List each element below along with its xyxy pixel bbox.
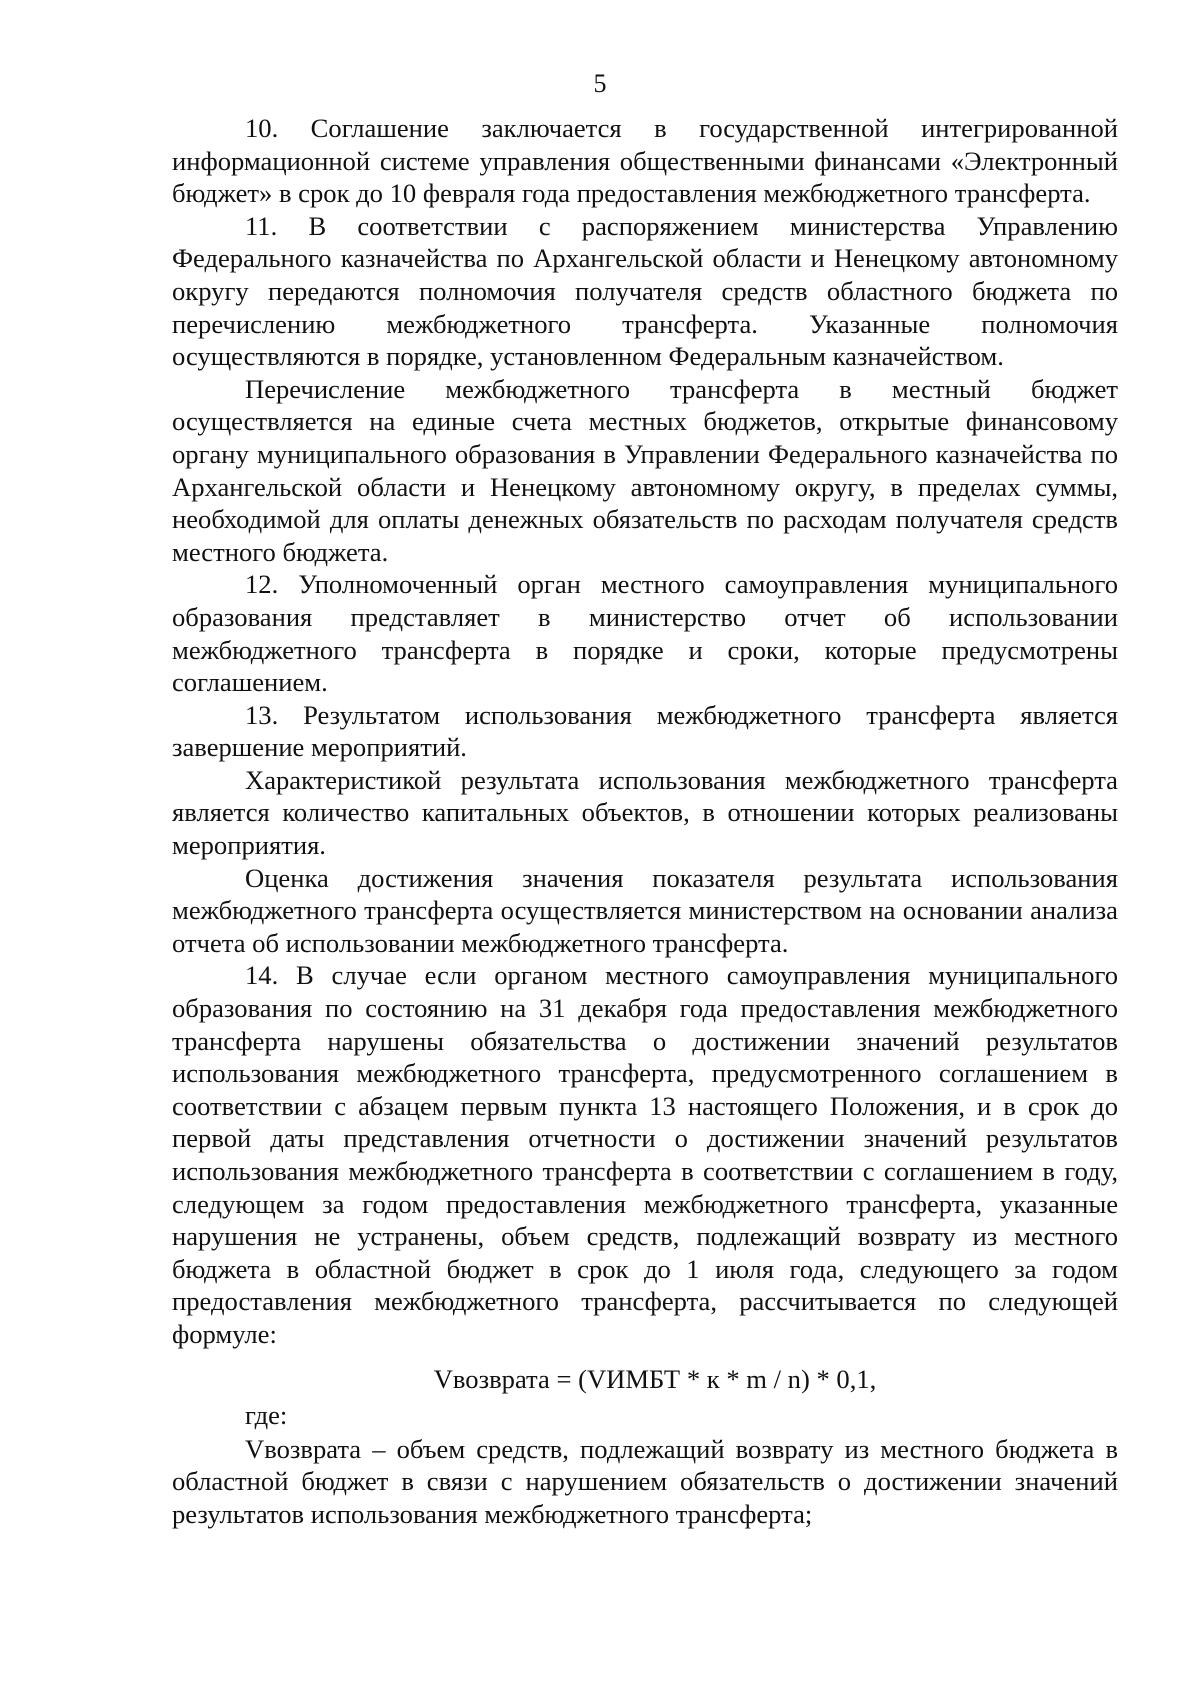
paragraph-14: 14. В случае если органом местного самоуправления муниципального образования по состоянию на 31 декабря года предоставления межбюджетного трансферта нарушены обязательства о достижении значений результатов использования межбюджетного трансферта, предусмотренного соглашением в соответствии с абзацем первым пункта 13 настоящего Положения, и в срок до первой даты представления отчетности о достижении значений результатов использования межбюджетного трансферта в соответствии с соглашением в году, следующем за годом предоставления межбюджетного трансферта, указанные нарушения не устранены, объем средств, подлежащий возврату из местного бюджета в областной бюджет в срок до 1 июля года, следующего за годом предоставления межбюджетного трансферта, рассчитывается по следующей формуле:: [172, 960, 1118, 1349]
document-body: [172, 112, 1118, 1530]
paragraph-12: 12. Уполномоченный орган местного самоуправления муниципального образования представляет в министерство отчет об использовании межбюджетного трансферта в порядке и сроки, которые предусмотрены соглашением.: [172, 569, 1118, 698]
page-number: 5: [593, 69, 607, 98]
where-label: где:: [245, 1399, 288, 1430]
paragraph-13: 13. Результатом использования межбюджетного трансферта является завершение мероприятий.: [172, 699, 1118, 763]
paragraph-11-transfer: Перечисление межбюджетного трансферта в местный бюджет осуществляется на единые счета местных бюджетов, открытые финансовому органу муниципального образования в Управлении Федерального казначейства по Архангельской области и Ненецкому автономному округу, в пределах суммы, необходимой для оплаты денежных обязательств по расходам получателя средств местного бюджета.: [172, 373, 1118, 567]
paragraph-11: 11. В соответствии с распоряжением министерства Управлению Федерального казначейства по Архангельской области и Ненецкому автономному округу передаются полномочия получателя средств областного бюджета по перечислению межбюджетного трансферта. Указанные полномочия осуществляются в порядке, установленном Федеральным казначейством.: [172, 210, 1118, 372]
paragraph-13-characteristic: Характеристикой результата использования межбюджетного трансферта является количество капитальных объектов, в отношении которых реализованы мероприятия.: [172, 764, 1118, 861]
return-formula: Vвозврата = (VИМБТ * к * m / n) * 0,1,: [433, 1363, 877, 1394]
paragraph-13-evaluation: Оценка достижения значения показателя результата использования межбюджетного трансферта осуществляется министерством на основании анализа отчета об использовании межбюджетного трансферта.: [172, 862, 1118, 958]
paragraph-10: 10. Соглашение заключается в государственной интегрированной информационной системе управления общественными финансами «Электронный бюджет» в срок до 10 февраля года предоставления межбюджетного трансферта.: [172, 113, 1118, 209]
definition-v-return: Vвозврата – объем средств, подлежащий возврату из местного бюджета в областной бюджет в связи с нарушением обязательств о достижении значений результатов использования межбюджетного трансферта;: [172, 1433, 1118, 1529]
